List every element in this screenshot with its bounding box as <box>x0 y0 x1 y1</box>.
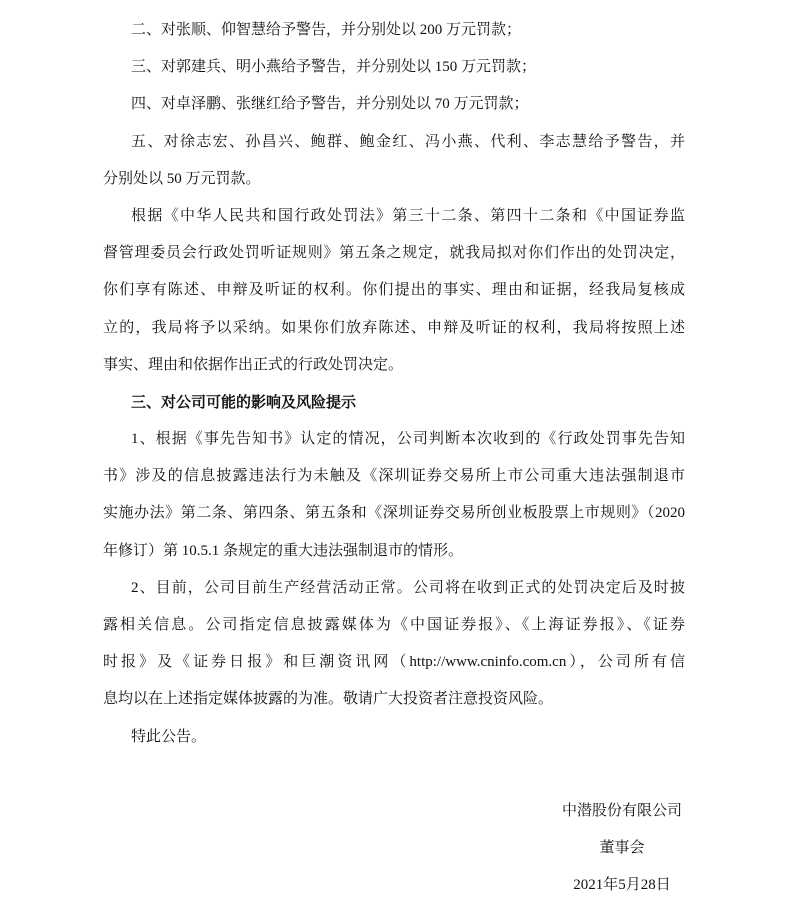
text-line: 特此公告。 <box>131 728 207 745</box>
signature-company: 中潜股份有限公司 <box>561 803 682 819</box>
text-line: 督管理委员会行政处罚听证规则》第五条之规定，就我局拟对你们作出的处罚决定， <box>103 245 685 262</box>
signature-board: 董事会 <box>599 840 645 857</box>
text-line: 二、对张顺、仰智慧给予警告，并分别处以 200 万元罚款； <box>131 22 522 38</box>
text-line: 立的，我局将予以采纳。如果你们放弃陈述、申辩及听证的权利，我局将按照上述 <box>103 319 685 336</box>
document-body <box>103 12 685 756</box>
text-line: 书》涉及的信息披露违法行为未触及《深圳证券交易所上市公司重大违法强制退市 <box>103 468 685 485</box>
signature-date: 2021年5月28日 <box>573 877 671 894</box>
text-line: 年修订）第 10.5.1 条规定的重大违法强制退市的情形。 <box>103 542 464 559</box>
text-line: 根据《中华人民共和国行政处罚法》第三十二条、第四十二条和《中国证券监 <box>131 207 685 224</box>
text-line: 分别处以 50 万元罚款。 <box>103 170 261 187</box>
text-line: 1、根据《事先告知书》认定的情况，公司判断本次收到的《行政处罚事先告知 <box>131 431 685 448</box>
text-line: 2、目前，公司目前生产经营活动正常。公司将在收到正式的处罚决定后及时披 <box>131 579 685 596</box>
text-line: 四、对卓泽鹏、张继红给予警告，并分别处以 70 万元罚款； <box>131 96 529 113</box>
text-line: 事实、理由和依据作出正式的行政处罚决定。 <box>103 356 404 373</box>
text-line: 实施办法》第二条、第四条、第五条和《深圳证券交易所创业板股票上市规则》（2020 <box>103 505 685 522</box>
signature-block <box>495 793 749 905</box>
text-line: 露相关信息。公司指定信息披露媒体为《中国证券报》、《上海证券报》、《证券 <box>103 617 685 633</box>
text-line: 三、对郭建兵、明小燕给予警告，并分别处以 150 万元罚款； <box>131 59 537 76</box>
section-heading: 三、对公司可能的影响及风险提示 <box>131 393 357 411</box>
text-line: 五、对徐志宏、孙昌兴、鲍群、鲍金红、冯小燕、代利、李志慧给予警告，并 <box>131 133 685 150</box>
text-line: 息均以在上述指定媒体披露的为准。敬请广大投资者注意投资风险。 <box>103 691 554 708</box>
text-line: 时报》及《证券日报》和巨潮资讯网（http://www.cninfo.com.cn），公司所有信 <box>103 654 685 671</box>
text-line: 你们享有陈述、申辩及听证的权利。你们提出的事实、理由和证据，经我局复核成 <box>103 282 685 299</box>
